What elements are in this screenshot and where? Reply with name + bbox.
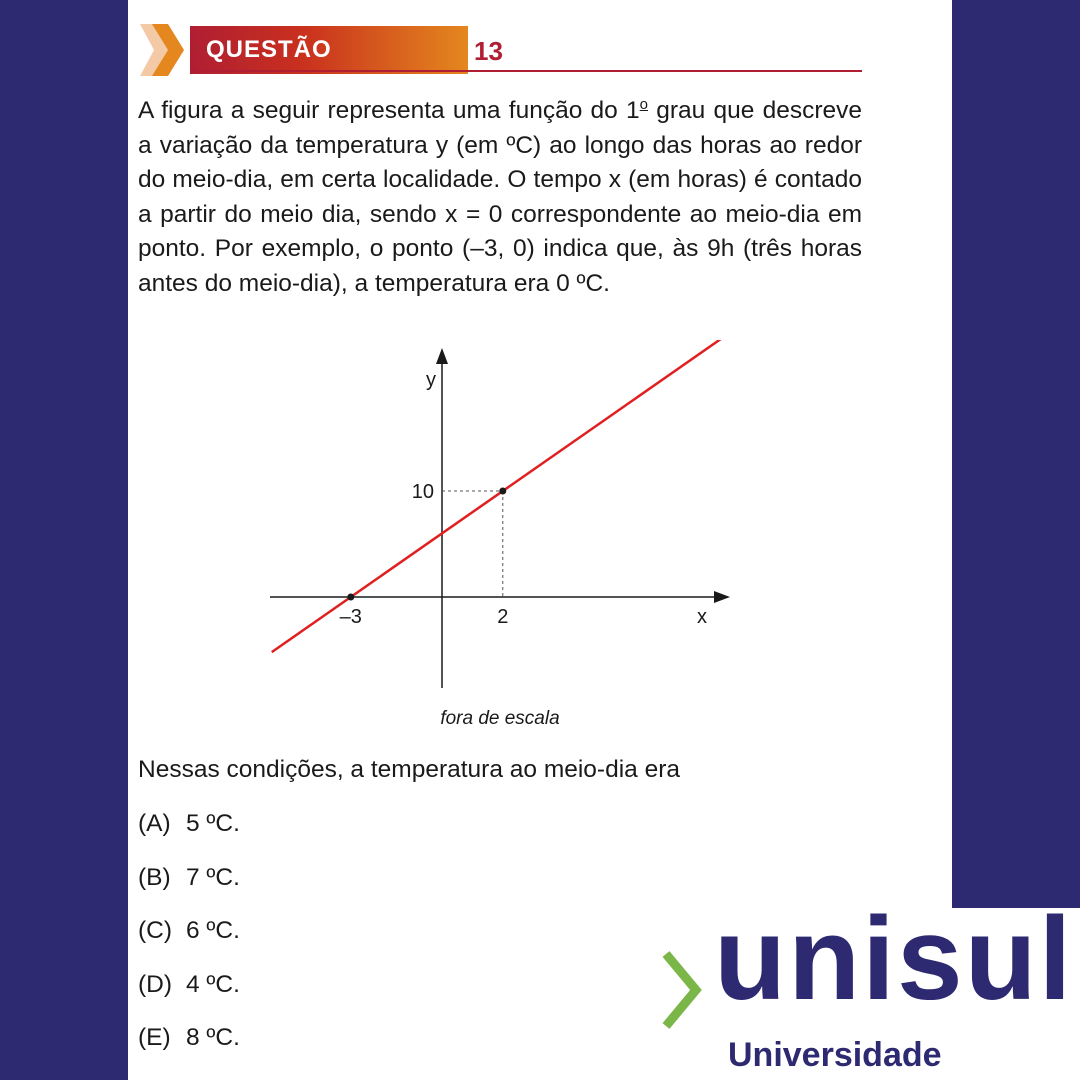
option-c[interactable] (138, 917, 240, 971)
question-label: QUESTÃO (206, 36, 332, 63)
option-a[interactable] (138, 810, 240, 864)
x-tick-label: –3 (339, 606, 362, 628)
data-point-2 (499, 488, 506, 495)
option-text: 4 ºC. (186, 970, 240, 998)
statement-part-1: A figura a seguir representa uma função do 1 (138, 97, 640, 124)
option-e[interactable] (138, 1024, 240, 1078)
x-axis-label: x (697, 606, 707, 628)
linear-function-graph (260, 340, 740, 700)
option-letter: (C) (138, 917, 173, 944)
graph-caption: fora de escala (440, 708, 560, 729)
option-text: 6 ºC. (186, 917, 240, 944)
y-axis-label: y (426, 369, 436, 391)
statement-part-2: grau que descreve a variação da temperatura y (em ºC) ao longo das horas ao redor do meio-dia, em certa localidade. O tempo x (em horas) é contado a partir do meio dia, sendo x = 0 correspondente ao meio-dia em ponto. Por exemplo, o ponto (–3, 0) indica que, às 9h (três horas antes do meio-dia), a temperatura era 0 ºC. (138, 97, 862, 297)
chevron-icon (138, 14, 190, 76)
ordinal-indicator: o (639, 96, 648, 113)
question-header (138, 14, 862, 76)
option-d[interactable] (138, 971, 240, 1025)
option-letter: (B) (138, 863, 171, 891)
unisul-logo-subtitle: Universidade (728, 1036, 942, 1074)
unisul-chevron-icon (660, 950, 706, 1030)
option-letter: (E) (138, 1024, 171, 1051)
answer-options (138, 810, 240, 1078)
option-letter: (D) (138, 970, 173, 998)
option-letter: (A) (138, 810, 171, 837)
question-number: 13 (474, 36, 503, 66)
y-axis-arrow (436, 348, 448, 364)
x-tick-label: 2 (497, 606, 509, 628)
option-text: 7 ºC. (186, 863, 240, 891)
y-tick-label: 10 (411, 481, 434, 503)
question-prompt: Nessas condições, a temperatura ao meio-dia era (138, 756, 681, 783)
option-text: 5 ºC. (186, 810, 240, 837)
option-text: 8 ºC. (186, 1024, 240, 1051)
option-b[interactable] (138, 864, 240, 918)
x-axis-arrow (714, 591, 730, 603)
header-divider (190, 70, 862, 72)
question-statement (138, 88, 862, 301)
unisul-logo-word: unisul (714, 893, 1074, 1025)
data-point-1 (347, 594, 354, 601)
